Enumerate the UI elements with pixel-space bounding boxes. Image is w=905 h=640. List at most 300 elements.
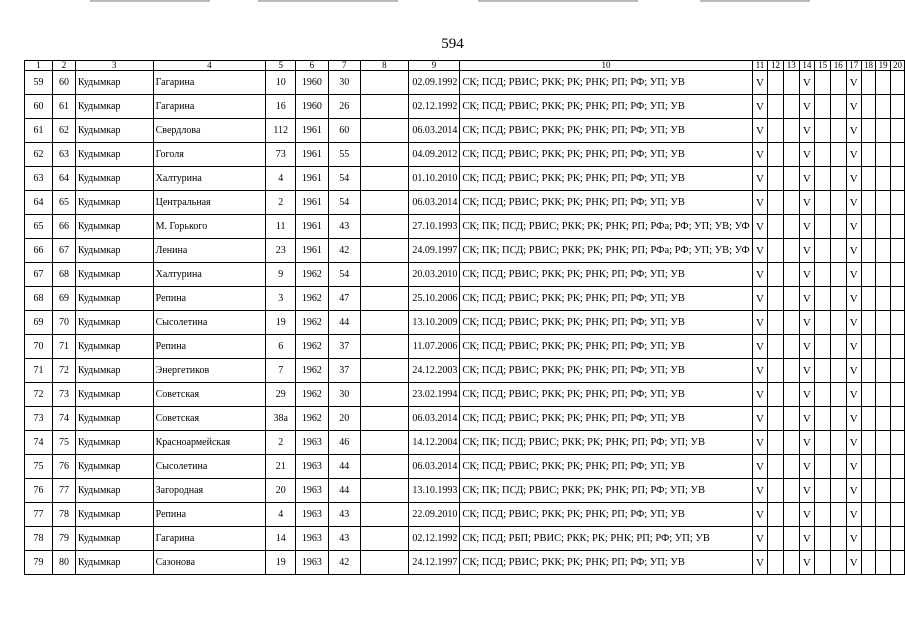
mark-cell-col19 bbox=[876, 143, 891, 167]
mark-cell-col20 bbox=[890, 215, 904, 239]
mark-cell-col19 bbox=[876, 359, 891, 383]
record-number-cell: 64 bbox=[52, 167, 75, 191]
mark-cell-col11: V bbox=[752, 455, 768, 479]
mark-cell-col19 bbox=[876, 95, 891, 119]
mark-cell-col15 bbox=[815, 71, 831, 95]
table-row bbox=[25, 239, 905, 263]
column-header-17: 17 bbox=[846, 61, 861, 71]
table-row bbox=[25, 551, 905, 575]
mark-cell-col16 bbox=[830, 479, 846, 503]
mark-cell-col18 bbox=[861, 455, 876, 479]
mark-cell-col13 bbox=[783, 71, 799, 95]
mark-cell-col15 bbox=[815, 503, 831, 527]
date-cell: 22.09.2010 bbox=[408, 503, 460, 527]
row-index-cell: 72 bbox=[25, 383, 53, 407]
mark-cell-col14: V bbox=[799, 407, 815, 431]
street-cell: Репина bbox=[153, 335, 266, 359]
mark-cell-col12 bbox=[768, 287, 784, 311]
mark-cell-col13 bbox=[783, 95, 799, 119]
date-cell: 14.12.2004 bbox=[408, 431, 460, 455]
col8-cell bbox=[361, 239, 409, 263]
column-header-19: 19 bbox=[876, 61, 891, 71]
mark-cell-col14: V bbox=[799, 383, 815, 407]
city-cell: Кудымкар bbox=[75, 479, 153, 503]
work-codes-cell: СК; ПСД; РВИС; РКК; РК; РНК; РП; РФ; УП; УВ bbox=[460, 551, 752, 575]
scan-edge-line bbox=[700, 0, 810, 2]
work-codes-cell: СК; ПСД; РВИС; РКК; РК; РНК; РП; РФ; УП; УВ bbox=[460, 287, 752, 311]
city-cell: Кудымкар bbox=[75, 215, 153, 239]
mark-cell-col17: V bbox=[846, 239, 861, 263]
street-cell: Советская bbox=[153, 407, 266, 431]
mark-cell-col17: V bbox=[846, 527, 861, 551]
mark-cell-col15 bbox=[815, 191, 831, 215]
street-cell: Загородная bbox=[153, 479, 266, 503]
mark-cell-col12 bbox=[768, 215, 784, 239]
work-codes-cell: СК; ПК; ПСД; РВИС; РКК; РК; РНК; РП; РФа; РФ; УП; УВ; УФ bbox=[460, 239, 752, 263]
mark-cell-col15 bbox=[815, 455, 831, 479]
column-header-8: 8 bbox=[361, 61, 409, 71]
mark-cell-col20 bbox=[890, 191, 904, 215]
work-codes-cell: СК; ПСД; РВИС; РКК; РК; РНК; РП; РФ; УП; УВ bbox=[460, 191, 752, 215]
mark-cell-col15 bbox=[815, 527, 831, 551]
wear-percent-cell: 43 bbox=[328, 527, 361, 551]
work-codes-cell: СК; ПСД; РВИС; РКК; РК; РНК; РП; РФ; УП; УВ bbox=[460, 95, 752, 119]
mark-cell-col16 bbox=[830, 191, 846, 215]
work-codes-cell: СК; ПК; ПСД; РВИС; РКК; РК; РНК; РП; РФа; РФ; УП; УВ; УФ bbox=[460, 215, 752, 239]
city-cell: Кудымкар bbox=[75, 287, 153, 311]
mark-cell-col11: V bbox=[752, 359, 768, 383]
date-cell: 04.09.2012 bbox=[408, 143, 460, 167]
mark-cell-col11: V bbox=[752, 95, 768, 119]
table-row bbox=[25, 527, 905, 551]
mark-cell-col19 bbox=[876, 335, 891, 359]
mark-cell-col19 bbox=[876, 479, 891, 503]
mark-cell-col15 bbox=[815, 407, 831, 431]
mark-cell-col18 bbox=[861, 311, 876, 335]
record-number-cell: 79 bbox=[52, 527, 75, 551]
work-codes-cell: СК; ПК; ПСД; РВИС; РКК; РК; РНК; РП; РФ; УП; УВ bbox=[460, 479, 752, 503]
mark-cell-col11: V bbox=[752, 287, 768, 311]
mark-cell-col19 bbox=[876, 71, 891, 95]
mark-cell-col11: V bbox=[752, 551, 768, 575]
mark-cell-col19 bbox=[876, 527, 891, 551]
street-cell: Халтурина bbox=[153, 167, 266, 191]
table-row bbox=[25, 455, 905, 479]
city-cell: Кудымкар bbox=[75, 119, 153, 143]
mark-cell-col11: V bbox=[752, 479, 768, 503]
wear-percent-cell: 26 bbox=[328, 95, 361, 119]
mark-cell-col13 bbox=[783, 287, 799, 311]
work-codes-cell: СК; ПСД; РВИС; РКК; РК; РНК; РП; РФ; УП; УВ bbox=[460, 455, 752, 479]
build-year-cell: 1962 bbox=[296, 335, 328, 359]
street-cell: Репина bbox=[153, 503, 266, 527]
mark-cell-col14: V bbox=[799, 143, 815, 167]
mark-cell-col16 bbox=[830, 95, 846, 119]
house-number-cell: 19 bbox=[266, 311, 296, 335]
mark-cell-col12 bbox=[768, 527, 784, 551]
wear-percent-cell: 47 bbox=[328, 287, 361, 311]
mark-cell-col14: V bbox=[799, 503, 815, 527]
mark-cell-col18 bbox=[861, 71, 876, 95]
wear-percent-cell: 30 bbox=[328, 71, 361, 95]
date-cell: 25.10.2006 bbox=[408, 287, 460, 311]
row-index-cell: 70 bbox=[25, 335, 53, 359]
house-number-cell: 10 bbox=[266, 71, 296, 95]
mark-cell-col13 bbox=[783, 407, 799, 431]
mark-cell-col20 bbox=[890, 455, 904, 479]
column-header-9: 9 bbox=[408, 61, 460, 71]
mark-cell-col19 bbox=[876, 455, 891, 479]
mark-cell-col19 bbox=[876, 263, 891, 287]
col8-cell bbox=[361, 503, 409, 527]
row-index-cell: 76 bbox=[25, 479, 53, 503]
mark-cell-col13 bbox=[783, 503, 799, 527]
record-number-cell: 67 bbox=[52, 239, 75, 263]
date-cell: 11.07.2006 bbox=[408, 335, 460, 359]
mark-cell-col14: V bbox=[799, 95, 815, 119]
scan-edge-line bbox=[478, 0, 638, 2]
column-header-2: 2 bbox=[52, 61, 75, 71]
build-year-cell: 1962 bbox=[296, 287, 328, 311]
mark-cell-col12 bbox=[768, 71, 784, 95]
mark-cell-col17: V bbox=[846, 191, 861, 215]
mark-cell-col20 bbox=[890, 383, 904, 407]
mark-cell-col11: V bbox=[752, 527, 768, 551]
street-cell: Советская bbox=[153, 383, 266, 407]
col8-cell bbox=[361, 95, 409, 119]
col8-cell bbox=[361, 407, 409, 431]
mark-cell-col12 bbox=[768, 119, 784, 143]
row-index-cell: 73 bbox=[25, 407, 53, 431]
mark-cell-col18 bbox=[861, 95, 876, 119]
wear-percent-cell: 44 bbox=[328, 479, 361, 503]
mark-cell-col18 bbox=[861, 167, 876, 191]
street-cell: Гагарина bbox=[153, 95, 266, 119]
mark-cell-col13 bbox=[783, 191, 799, 215]
mark-cell-col18 bbox=[861, 143, 876, 167]
street-cell: Сазонова bbox=[153, 551, 266, 575]
column-header-7: 7 bbox=[328, 61, 361, 71]
wear-percent-cell: 54 bbox=[328, 263, 361, 287]
mark-cell-col16 bbox=[830, 119, 846, 143]
mark-cell-col14: V bbox=[799, 311, 815, 335]
mark-cell-col18 bbox=[861, 263, 876, 287]
table-row bbox=[25, 167, 905, 191]
mark-cell-col19 bbox=[876, 407, 891, 431]
mark-cell-col16 bbox=[830, 239, 846, 263]
mark-cell-col15 bbox=[815, 287, 831, 311]
house-number-cell: 23 bbox=[266, 239, 296, 263]
column-header-16: 16 bbox=[830, 61, 846, 71]
street-cell: Ленина bbox=[153, 239, 266, 263]
mark-cell-col14: V bbox=[799, 431, 815, 455]
date-cell: 06.03.2014 bbox=[408, 119, 460, 143]
mark-cell-col16 bbox=[830, 383, 846, 407]
column-header-13: 13 bbox=[783, 61, 799, 71]
street-cell: Сысолетина bbox=[153, 311, 266, 335]
mark-cell-col11: V bbox=[752, 71, 768, 95]
work-codes-cell: СК; ПСД; РВИС; РКК; РК; РНК; РП; РФ; УП; УВ bbox=[460, 359, 752, 383]
mark-cell-col15 bbox=[815, 551, 831, 575]
build-year-cell: 1961 bbox=[296, 215, 328, 239]
table-row bbox=[25, 119, 905, 143]
col8-cell bbox=[361, 479, 409, 503]
column-header-6: 6 bbox=[296, 61, 328, 71]
mark-cell-col14: V bbox=[799, 119, 815, 143]
mark-cell-col12 bbox=[768, 143, 784, 167]
house-number-cell: 20 bbox=[266, 479, 296, 503]
row-index-cell: 74 bbox=[25, 431, 53, 455]
mark-cell-col17: V bbox=[846, 431, 861, 455]
date-cell: 01.10.2010 bbox=[408, 167, 460, 191]
mark-cell-col11: V bbox=[752, 239, 768, 263]
column-header-4: 4 bbox=[153, 61, 266, 71]
record-number-cell: 75 bbox=[52, 431, 75, 455]
mark-cell-col14: V bbox=[799, 167, 815, 191]
row-index-cell: 65 bbox=[25, 215, 53, 239]
mark-cell-col14: V bbox=[799, 551, 815, 575]
mark-cell-col19 bbox=[876, 215, 891, 239]
wear-percent-cell: 37 bbox=[328, 359, 361, 383]
city-cell: Кудымкар bbox=[75, 503, 153, 527]
mark-cell-col17: V bbox=[846, 95, 861, 119]
col8-cell bbox=[361, 119, 409, 143]
build-year-cell: 1960 bbox=[296, 95, 328, 119]
mark-cell-col15 bbox=[815, 359, 831, 383]
row-index-cell: 67 bbox=[25, 263, 53, 287]
work-codes-cell: СК; ПСД; РВИС; РКК; РК; РНК; РП; РФ; УП; УВ bbox=[460, 143, 752, 167]
build-year-cell: 1963 bbox=[296, 527, 328, 551]
row-index-cell: 66 bbox=[25, 239, 53, 263]
mark-cell-col18 bbox=[861, 287, 876, 311]
mark-cell-col16 bbox=[830, 335, 846, 359]
col8-cell bbox=[361, 431, 409, 455]
house-number-cell: 4 bbox=[266, 167, 296, 191]
mark-cell-col17: V bbox=[846, 71, 861, 95]
date-cell: 27.10.1993 bbox=[408, 215, 460, 239]
col8-cell bbox=[361, 191, 409, 215]
mark-cell-col18 bbox=[861, 527, 876, 551]
build-year-cell: 1963 bbox=[296, 551, 328, 575]
mark-cell-col14: V bbox=[799, 359, 815, 383]
work-codes-cell: СК; ПСД; РВИС; РКК; РК; РНК; РП; РФ; УП; УВ bbox=[460, 71, 752, 95]
row-index-cell: 60 bbox=[25, 95, 53, 119]
city-cell: Кудымкар bbox=[75, 383, 153, 407]
col8-cell bbox=[361, 551, 409, 575]
mark-cell-col20 bbox=[890, 119, 904, 143]
col8-cell bbox=[361, 359, 409, 383]
mark-cell-col11: V bbox=[752, 191, 768, 215]
row-index-cell: 78 bbox=[25, 527, 53, 551]
mark-cell-col15 bbox=[815, 431, 831, 455]
build-year-cell: 1961 bbox=[296, 191, 328, 215]
col8-cell bbox=[361, 311, 409, 335]
column-header-14: 14 bbox=[799, 61, 815, 71]
wear-percent-cell: 43 bbox=[328, 215, 361, 239]
wear-percent-cell: 37 bbox=[328, 335, 361, 359]
wear-percent-cell: 44 bbox=[328, 311, 361, 335]
record-number-cell: 71 bbox=[52, 335, 75, 359]
mark-cell-col17: V bbox=[846, 215, 861, 239]
work-codes-cell: СК; ПСД; РВИС; РКК; РК; РНК; РП; РФ; УП; УВ bbox=[460, 311, 752, 335]
street-cell: Свердлова bbox=[153, 119, 266, 143]
wear-percent-cell: 43 bbox=[328, 503, 361, 527]
mark-cell-col20 bbox=[890, 239, 904, 263]
mark-cell-col20 bbox=[890, 311, 904, 335]
row-index-cell: 63 bbox=[25, 167, 53, 191]
build-year-cell: 1962 bbox=[296, 359, 328, 383]
street-cell: М. Горького bbox=[153, 215, 266, 239]
column-header-18: 18 bbox=[861, 61, 876, 71]
mark-cell-col18 bbox=[861, 383, 876, 407]
work-codes-cell: СК; ПСД; РВИС; РКК; РК; РНК; РП; РФ; УП; УВ bbox=[460, 335, 752, 359]
mark-cell-col17: V bbox=[846, 311, 861, 335]
mark-cell-col13 bbox=[783, 335, 799, 359]
build-year-cell: 1961 bbox=[296, 119, 328, 143]
house-number-cell: 14 bbox=[266, 527, 296, 551]
mark-cell-col17: V bbox=[846, 143, 861, 167]
mark-cell-col16 bbox=[830, 263, 846, 287]
street-cell: Репина bbox=[153, 287, 266, 311]
mark-cell-col19 bbox=[876, 287, 891, 311]
record-number-cell: 74 bbox=[52, 407, 75, 431]
mark-cell-col12 bbox=[768, 239, 784, 263]
house-number-cell: 6 bbox=[266, 335, 296, 359]
row-index-cell: 68 bbox=[25, 287, 53, 311]
city-cell: Кудымкар bbox=[75, 527, 153, 551]
record-number-cell: 78 bbox=[52, 503, 75, 527]
mark-cell-col19 bbox=[876, 191, 891, 215]
wear-percent-cell: 46 bbox=[328, 431, 361, 455]
mark-cell-col12 bbox=[768, 311, 784, 335]
mark-cell-col13 bbox=[783, 215, 799, 239]
page-number: 594 bbox=[441, 36, 464, 52]
col8-cell bbox=[361, 143, 409, 167]
mark-cell-col17: V bbox=[846, 359, 861, 383]
mark-cell-col17: V bbox=[846, 407, 861, 431]
mark-cell-col16 bbox=[830, 287, 846, 311]
mark-cell-col20 bbox=[890, 263, 904, 287]
build-year-cell: 1961 bbox=[296, 239, 328, 263]
column-header-15: 15 bbox=[815, 61, 831, 71]
street-cell: Сысолетина bbox=[153, 455, 266, 479]
house-number-cell: 2 bbox=[266, 431, 296, 455]
street-cell: Энергетиков bbox=[153, 359, 266, 383]
mark-cell-col19 bbox=[876, 503, 891, 527]
work-codes-cell: СК; ПСД; РВИС; РКК; РК; РНК; РП; РФ; УП; УВ bbox=[460, 263, 752, 287]
mark-cell-col11: V bbox=[752, 431, 768, 455]
record-number-cell: 60 bbox=[52, 71, 75, 95]
wear-percent-cell: 55 bbox=[328, 143, 361, 167]
mark-cell-col18 bbox=[861, 503, 876, 527]
mark-cell-col15 bbox=[815, 119, 831, 143]
mark-cell-col14: V bbox=[799, 335, 815, 359]
mark-cell-col17: V bbox=[846, 167, 861, 191]
mark-cell-col17: V bbox=[846, 503, 861, 527]
col8-cell bbox=[361, 287, 409, 311]
mark-cell-col17: V bbox=[846, 551, 861, 575]
city-cell: Кудымкар bbox=[75, 431, 153, 455]
table-row bbox=[25, 431, 905, 455]
date-cell: 24.09.1997 bbox=[408, 239, 460, 263]
street-cell: Центральная bbox=[153, 191, 266, 215]
city-cell: Кудымкар bbox=[75, 191, 153, 215]
date-cell: 13.10.1993 bbox=[408, 479, 460, 503]
mark-cell-col20 bbox=[890, 407, 904, 431]
mark-cell-col14: V bbox=[799, 287, 815, 311]
row-index-cell: 77 bbox=[25, 503, 53, 527]
col8-cell bbox=[361, 335, 409, 359]
date-cell: 23.02.1994 bbox=[408, 383, 460, 407]
build-year-cell: 1963 bbox=[296, 431, 328, 455]
date-cell: 13.10.2009 bbox=[408, 311, 460, 335]
wear-percent-cell: 54 bbox=[328, 191, 361, 215]
build-year-cell: 1962 bbox=[296, 383, 328, 407]
house-number-cell: 29 bbox=[266, 383, 296, 407]
mark-cell-col15 bbox=[815, 263, 831, 287]
table-row bbox=[25, 95, 905, 119]
mark-cell-col14: V bbox=[799, 455, 815, 479]
mark-cell-col19 bbox=[876, 239, 891, 263]
mark-cell-col13 bbox=[783, 263, 799, 287]
mark-cell-col16 bbox=[830, 527, 846, 551]
col8-cell bbox=[361, 71, 409, 95]
mark-cell-col16 bbox=[830, 503, 846, 527]
column-number-header-row bbox=[25, 61, 905, 71]
mark-cell-col20 bbox=[890, 503, 904, 527]
house-number-cell: 9 bbox=[266, 263, 296, 287]
city-cell: Кудымкар bbox=[75, 551, 153, 575]
table-row bbox=[25, 407, 905, 431]
mark-cell-col16 bbox=[830, 455, 846, 479]
column-header-10: 10 bbox=[460, 61, 752, 71]
work-codes-cell: СК; ПСД; РВИС; РКК; РК; РНК; РП; РФ; УП; УВ bbox=[460, 407, 752, 431]
mark-cell-col20 bbox=[890, 95, 904, 119]
street-cell: Красноармейская bbox=[153, 431, 266, 455]
work-codes-cell: СК; ПСД; РВИС; РКК; РК; РНК; РП; РФ; УП; УВ bbox=[460, 167, 752, 191]
street-cell: Гоголя bbox=[153, 143, 266, 167]
mark-cell-col17: V bbox=[846, 287, 861, 311]
work-codes-cell: СК; ПСД; РБП; РВИС; РКК; РК; РНК; РП; РФ; УП; УВ bbox=[460, 527, 752, 551]
mark-cell-col17: V bbox=[846, 479, 861, 503]
mark-cell-col13 bbox=[783, 527, 799, 551]
build-year-cell: 1960 bbox=[296, 71, 328, 95]
date-cell: 02.12.1992 bbox=[408, 527, 460, 551]
mark-cell-col15 bbox=[815, 311, 831, 335]
row-index-cell: 71 bbox=[25, 359, 53, 383]
mark-cell-col19 bbox=[876, 383, 891, 407]
record-number-cell: 68 bbox=[52, 263, 75, 287]
mark-cell-col14: V bbox=[799, 191, 815, 215]
mark-cell-col13 bbox=[783, 311, 799, 335]
table-row bbox=[25, 479, 905, 503]
record-number-cell: 76 bbox=[52, 455, 75, 479]
build-year-cell: 1962 bbox=[296, 311, 328, 335]
col8-cell bbox=[361, 383, 409, 407]
house-number-cell: 16 bbox=[266, 95, 296, 119]
record-number-cell: 73 bbox=[52, 383, 75, 407]
mark-cell-col20 bbox=[890, 335, 904, 359]
mark-cell-col15 bbox=[815, 239, 831, 263]
record-number-cell: 72 bbox=[52, 359, 75, 383]
mark-cell-col12 bbox=[768, 479, 784, 503]
mark-cell-col15 bbox=[815, 215, 831, 239]
col8-cell bbox=[361, 527, 409, 551]
mark-cell-col14: V bbox=[799, 527, 815, 551]
table-row bbox=[25, 215, 905, 239]
mark-cell-col12 bbox=[768, 551, 784, 575]
row-index-cell: 64 bbox=[25, 191, 53, 215]
